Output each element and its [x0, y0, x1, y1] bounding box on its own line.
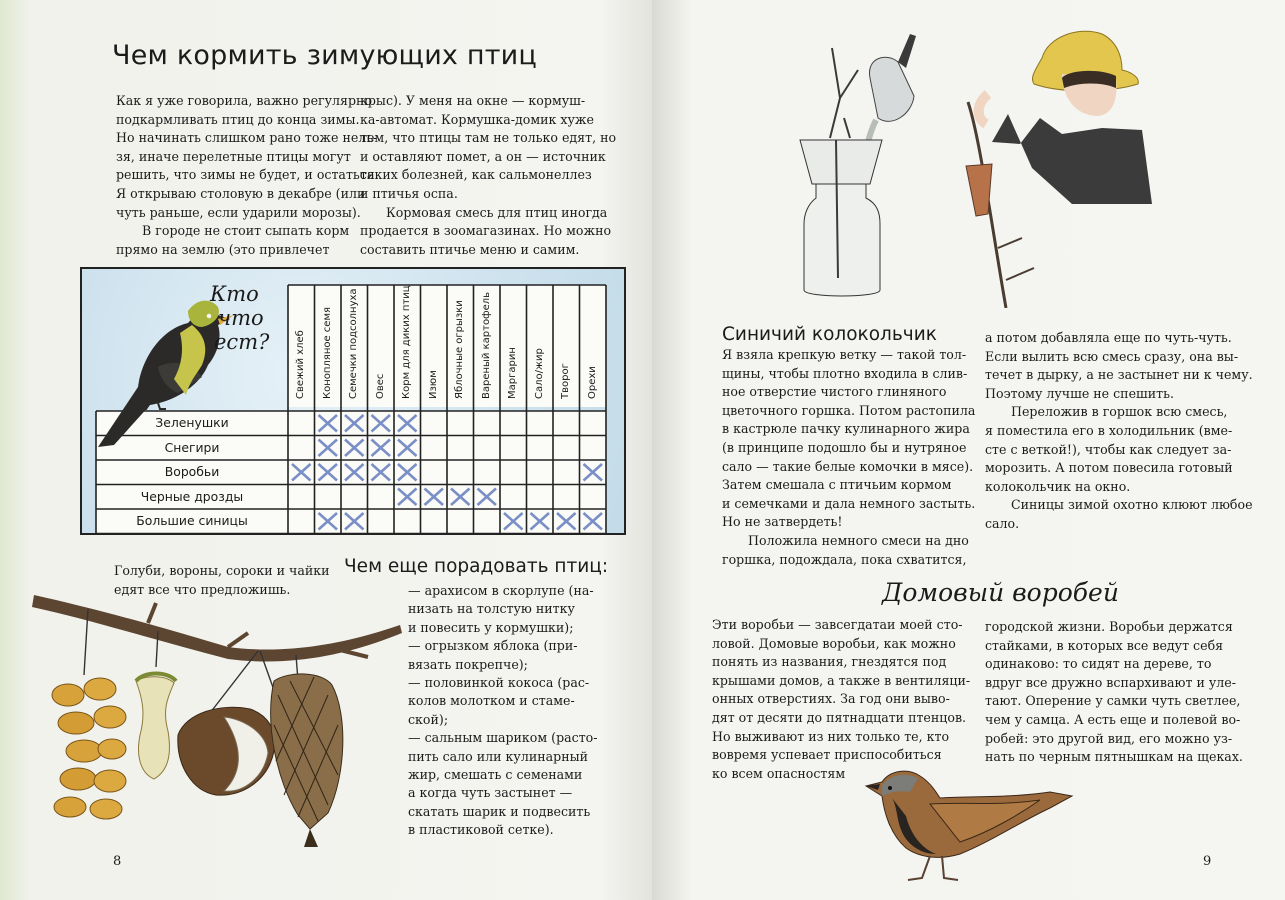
text-line: нать по черным пятнышкам на щеках. [985, 749, 1243, 765]
table-column-header: Свежий хлеб [295, 330, 306, 399]
girl-with-bell-illustration [952, 18, 1172, 308]
text-line: подкармливать птиц до конца зимы. [116, 111, 360, 127]
text-line: решить, что зимы не будет, и остаться. [116, 167, 379, 183]
text-line: Кормовая смесь для птиц иногда [386, 204, 608, 220]
text-line: Но выживают из них только те, кто [712, 728, 950, 744]
text-line: чем у самца. А есть еще и полевой во- [985, 711, 1241, 727]
text-line: в пластиковой сетке). [408, 822, 554, 838]
text-line: Но не затвердеть! [722, 514, 843, 530]
who-eats-line: ест? [214, 330, 270, 354]
text-line: Я взяла крепкую ветку — такой тол- [722, 347, 967, 362]
table-column-header: Маргарин [507, 347, 518, 399]
text-line: — огрызком яблока (при- [408, 638, 578, 654]
pouring-fat-illustration [792, 28, 942, 308]
peanut-string [52, 678, 126, 819]
text-line: Голуби, вороны, сороки и чайки [114, 563, 330, 578]
text-line: Затем смешала с птичьим кормом [722, 477, 952, 493]
table-row-label: Черные дрозды [140, 488, 244, 504]
text-line: понять из названия, гнездятся под [712, 654, 947, 670]
table-column-header: Овес [374, 373, 386, 399]
table-column-header: Сало/жир [533, 348, 545, 399]
text-line: — сальным шариком (расто- [408, 730, 598, 746]
intro-column-2 [360, 92, 616, 259]
intro-column-1 [116, 92, 379, 259]
text-line: ловой. Домовые воробьи, как можно [712, 635, 956, 651]
text-line: В городе не стоит сыпать корм [142, 223, 350, 239]
text-line: — половинкой кокоса (рас- [408, 675, 590, 691]
text-line: Положила немного смеси на дно [748, 532, 969, 548]
text-line: Я открываю столовую в декабре (или [116, 185, 366, 201]
text-line: крыс). У меня на окне — кормуш- [360, 93, 586, 108]
text-line: Синицы зимой охотно клюют любое [1011, 497, 1253, 513]
text-line: Эти воробьи — завсегдатаи моей сто- [712, 617, 963, 632]
table-row-label: Снегири [164, 439, 220, 455]
text-line: прямо на землю (это привлечет [116, 241, 330, 257]
bell-column-2 [985, 329, 1253, 534]
who-eats-caption [210, 282, 269, 354]
text-line: ской); [408, 711, 449, 727]
text-line: зя, иначе перелетные птицы могут [116, 148, 351, 164]
text-line: течет в дырку, а не застынет ни к чему. [985, 367, 1253, 383]
text-line: сало. [985, 515, 1020, 531]
sparrow-column-2 [985, 618, 1243, 767]
text-line: и оставляют помет, а он — источник [360, 148, 606, 164]
text-line: жир, смешать с семенами [408, 767, 583, 783]
table-column-header: Творог [560, 363, 571, 399]
text-line: крышами домов, а также в вентиляци- [712, 672, 971, 688]
text-line: а потом добавляла еще по чуть-чуть. [985, 330, 1232, 345]
text-line: горшка, подождала, пока схватится, [722, 551, 967, 567]
text-line: ко всем опасностям [712, 765, 846, 781]
sparrow-section-title: Домовый воробей [882, 578, 1119, 607]
text-line: стайками, в которых все ведут себя [985, 637, 1224, 653]
page-number: 8 [113, 854, 122, 869]
text-line: а когда чуть застынет — [408, 785, 573, 801]
right-page [652, 0, 1285, 900]
text-line: (в принципе подошло бы и нутряное [722, 439, 967, 455]
table-column-header: Семечки подсолнуха [348, 288, 359, 399]
text-line: робей: это другой вид, его можно уз- [985, 730, 1233, 746]
feeding-branch-illustration [28, 585, 408, 860]
text-line: низать на толстую нитку [408, 601, 575, 617]
text-line: Поэтому лучше не спешить. [985, 385, 1174, 401]
more-title: Чем еще порадовать птиц: [344, 556, 609, 577]
sparrow-column-1 [712, 616, 970, 783]
text-line: тем, что птицы там не только едят, но [360, 130, 617, 146]
text-line: Если вылить всю смесь сразу, она вы- [985, 348, 1239, 364]
table-column-header: Яблочные огрызки [454, 300, 465, 399]
text-line: ное отверстие чистого глиняного [722, 384, 947, 400]
text-line: цветочного горшка. Потом растопила [722, 402, 976, 418]
bell-section-title: Синичий колокольчик [722, 324, 937, 345]
text-line: вязать покрепче); [408, 656, 528, 672]
text-line: ка-автомат. Кормушка-домик хуже [360, 111, 594, 127]
text-line: одинаково: то сидят на дереве, то [985, 656, 1212, 672]
text-line: в кастрюле пачку кулинарного жира [722, 421, 970, 437]
text-line: таких болезней, как сальмонеллез [360, 167, 592, 183]
text-line: вовремя успевает приспособиться [712, 747, 942, 763]
text-line: скатать шарик и подвесить [408, 803, 591, 819]
text-line: колокольчик на окно. [985, 478, 1131, 494]
text-line: едят все что предложишь. [114, 581, 291, 597]
suet-ball-net [271, 674, 343, 847]
apple-core [136, 674, 176, 780]
text-line: городской жизни. Воробьи держатся [985, 619, 1233, 634]
who-eats-line: что [218, 306, 264, 330]
page-title: Чем кормить зимующих птиц [112, 40, 538, 71]
text-line: и семечками и дала немного застыть. [722, 495, 976, 511]
text-line: пить сало или кулинарный [408, 748, 589, 764]
text-line: щины, чтобы плотно входила в слив- [722, 365, 968, 381]
text-line: и повесить у кормушки); [408, 619, 574, 635]
page-number: 9 [1203, 854, 1212, 869]
text-line: составить птичье меню и самим. [360, 241, 580, 257]
text-line: морозить. А потом повесила готовый [985, 460, 1233, 476]
table-column-header: Орехи [586, 366, 598, 399]
text-line: чуть раньше, если ударили морозы). [116, 204, 361, 220]
table-column-header: Вареный картофель [480, 291, 492, 399]
text-line: сте с веткой!), чтобы как следует за- [985, 441, 1232, 457]
text-line: вдруг все дружно вспархивают и уле- [985, 674, 1236, 690]
text-line: сало — такие белые комочки в мясе). [722, 458, 974, 474]
text-line: — арахисом в скорлупе (на- [408, 583, 594, 598]
text-line: Как я уже говорила, важно регулярно [116, 93, 373, 108]
bell-column-1 [722, 346, 975, 569]
text-line: онных отверстиях. За год они выво- [712, 691, 950, 707]
text-line: продается в зоомагазинах. Но можно [360, 223, 612, 239]
text-line: дят от десяти до пятнадцати птенцов. [712, 709, 967, 725]
more-list [408, 582, 598, 840]
text-line: Но начинать слишком рано тоже нель- [116, 130, 378, 146]
table-column-header: Изюм [427, 370, 439, 399]
table-row-label: Большие синицы [136, 513, 248, 528]
house-sparrow-illustration [860, 762, 1080, 890]
table-column-header: Конопляное семя [321, 306, 333, 399]
table-row-label: Воробьи [164, 464, 220, 479]
table-row-label: Зеленушки [155, 415, 229, 430]
text-line: я поместила его в холодильник (вме- [985, 422, 1233, 438]
text-line: Переложив в горшок всю смесь, [1011, 404, 1228, 420]
coconut-half [178, 707, 275, 795]
text-line: колов молотком и стаме- [408, 693, 575, 709]
table-column-header: Корм для диких птиц [401, 285, 412, 399]
who-eats-line: Кто [210, 282, 259, 306]
text-line: и птичья оспа. [360, 185, 458, 201]
text-line: тают. Оперение у самки чуть светлее, [985, 693, 1241, 709]
